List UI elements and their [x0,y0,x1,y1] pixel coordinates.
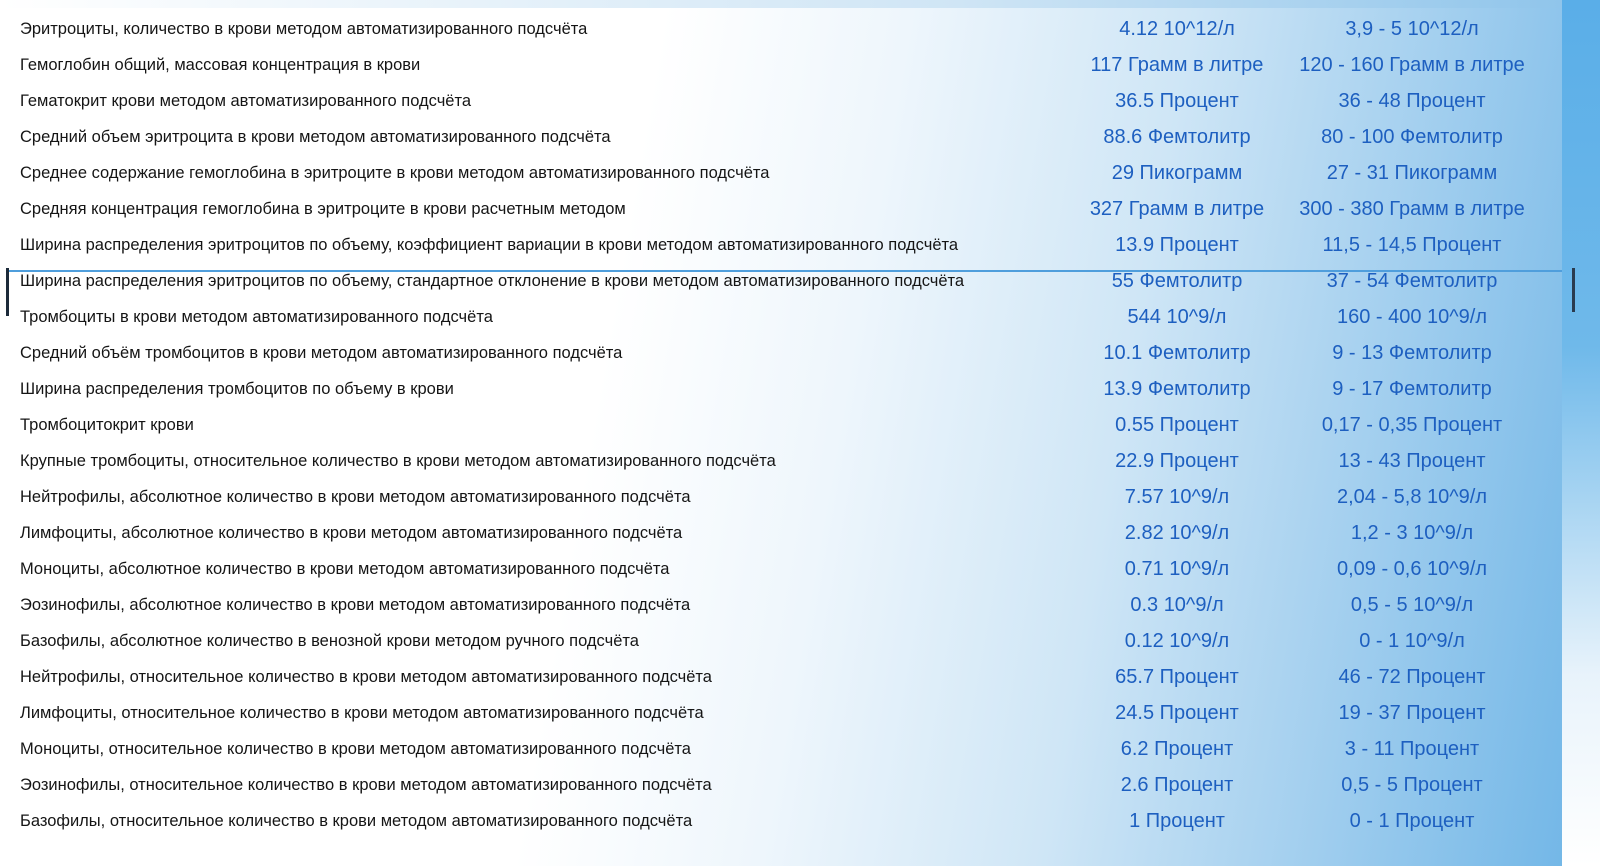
result-row [20,156,1540,192]
test-value: 65.7 Процент [1115,666,1239,688]
test-value: 7.57 10^9/л [1124,486,1230,508]
test-value: 2.6 Процент [1120,774,1234,796]
test-value: 2.82 10^9/л [1124,522,1230,544]
reference-range: 0 - 1 Процент [1349,810,1475,832]
test-value: 13.9 Процент [1115,234,1239,256]
paper-right-band [1562,0,1600,866]
result-row [20,552,1540,588]
test-name: Эозинофилы, абсолютное количество в крови методом автоматизированного подсчёта [20,596,691,614]
reference-range: 46 - 72 Процент [1338,666,1486,688]
test-value: 36.5 Процент [1115,90,1239,112]
reference-range: 160 - 400 10^9/л [1336,306,1488,328]
test-value: 117 Грамм в литре [1090,54,1264,76]
result-row [20,408,1540,444]
reference-range: 2,04 - 5,8 10^9/л [1336,486,1488,508]
result-row [20,48,1540,84]
result-row [20,804,1540,840]
test-value: 327 Грамм в литре [1089,198,1265,220]
result-row [20,336,1540,372]
reference-range: 27 - 31 Пикограмм [1326,162,1498,184]
test-name: Ширина распределения эритроцитов по объему, коэффициент вариации в крови методом автоматизированного подсчёта [20,236,959,254]
lab-results-table [20,12,1540,840]
test-value: 544 10^9/л [1127,306,1227,328]
test-name: Базофилы, относительное количество в крови методом автоматизированного подсчёта [20,812,693,830]
test-value: 1 Процент [1129,810,1225,832]
result-row [20,588,1540,624]
test-name: Средняя концентрация гемоглобина в эритроците в крови расчетным методом [20,200,626,218]
test-name: Средний объём тромбоцитов в крови методом автоматизированного подсчёта [20,344,623,362]
reference-range: 300 - 380 Грамм в литре [1299,198,1525,220]
reference-range: 11,5 - 14,5 Процент [1322,234,1502,256]
test-value: 55 Фемтолитр [1111,270,1243,292]
reference-range: 1,2 - 3 10^9/л [1350,522,1474,544]
result-row [20,732,1540,768]
reference-range: 37 - 54 Фемтолитр [1326,270,1498,292]
test-name: Базофилы, абсолютное количество в венозной крови методом ручного подсчёта [20,632,639,650]
test-value: 0.71 10^9/л [1124,558,1230,580]
result-row [20,192,1540,228]
test-name: Тромбоциты в крови методом автоматизированного подсчёта [20,308,493,326]
reference-range: 13 - 43 Процент [1338,450,1486,472]
reference-range: 0 - 1 10^9/л [1359,630,1465,652]
test-value: 13.9 Фемтолитр [1103,378,1251,400]
result-row [20,120,1540,156]
test-name: Крупные тромбоциты, относительное количество в крови методом автоматизированного подсчёта [20,452,776,470]
reference-range: 9 - 13 Фемтолитр [1332,342,1492,364]
result-row [20,696,1540,732]
paper-top-edge [0,0,1600,8]
fold-mark-left [6,268,9,316]
test-value: 22.9 Процент [1115,450,1239,472]
result-row [20,12,1540,48]
result-row [20,84,1540,120]
test-name: Гематокрит крови методом автоматизированного подсчёта [20,92,472,110]
test-value: 88.6 Фемтолитр [1103,126,1251,148]
reference-range: 80 - 100 Фемтолитр [1321,126,1503,148]
test-name: Тромбоцитокрит крови [20,416,194,434]
test-name: Средний объем эритроцита в крови методом автоматизированного подсчёта [20,128,611,146]
test-name: Лимфоциты, абсолютное количество в крови методом автоматизированного подсчёта [20,524,683,542]
test-name: Ширина распределения эритроцитов по объему, стандартное отклонение в крови методом автоматизированного подсчёта [20,272,965,290]
test-name: Моноциты, абсолютное количество в крови методом автоматизированного подсчёта [20,560,670,578]
reference-range: 19 - 37 Процент [1338,702,1486,724]
test-name: Эритроциты, количество в крови методом автоматизированного подсчёта [20,20,588,38]
test-value: 29 Пикограмм [1111,162,1243,184]
test-name: Нейтрофилы, относительное количество в крови методом автоматизированного подсчёта [20,668,712,686]
result-row [20,264,1540,300]
test-name: Гемоглобин общий, массовая концентрация в крови [20,56,421,74]
result-row [20,516,1540,552]
result-row [20,660,1540,696]
test-value: 0.12 10^9/л [1124,630,1230,652]
result-row [20,624,1540,660]
reference-range: 0,5 - 5 10^9/л [1350,594,1474,616]
reference-range: 120 - 160 Грамм в литре [1299,54,1525,76]
test-name: Моноциты, относительное количество в крови методом автоматизированного подсчёта [20,740,691,758]
fold-mark-right [1572,268,1575,312]
result-row [20,372,1540,408]
result-row [20,480,1540,516]
result-row [20,228,1540,264]
reference-range: 0,17 - 0,35 Процент [1321,414,1503,436]
test-name: Ширина распределения тромбоцитов по объему в крови [20,380,454,398]
test-value: 6.2 Процент [1120,738,1234,760]
test-name: Лимфоциты, относительное количество в крови методом автоматизированного подсчёта [20,704,704,722]
result-row [20,768,1540,804]
reference-range: 0,09 - 0,6 10^9/л [1336,558,1488,580]
test-name: Эозинофилы, относительное количество в крови методом автоматизированного подсчёта [20,776,712,794]
test-name: Нейтрофилы, абсолютное количество в крови методом автоматизированного подсчёта [20,488,691,506]
test-value: 10.1 Фемтолитр [1103,342,1251,364]
reference-range: 3 - 11 Процент [1344,738,1480,760]
reference-range: 36 - 48 Процент [1338,90,1486,112]
reference-range: 9 - 17 Фемтолитр [1332,378,1492,400]
result-row [20,300,1540,336]
reference-range: 3,9 - 5 10^12/л [1345,18,1479,40]
result-row [20,444,1540,480]
reference-range: 0,5 - 5 Процент [1341,774,1483,796]
test-value: 0.3 10^9/л [1130,594,1224,616]
test-name: Среднее содержание гемоглобина в эритроците в крови методом автоматизированного подсчёта [20,164,770,182]
test-value: 0.55 Процент [1115,414,1239,436]
test-value: 4.12 10^12/л [1119,18,1235,40]
test-value: 24.5 Процент [1115,702,1239,724]
